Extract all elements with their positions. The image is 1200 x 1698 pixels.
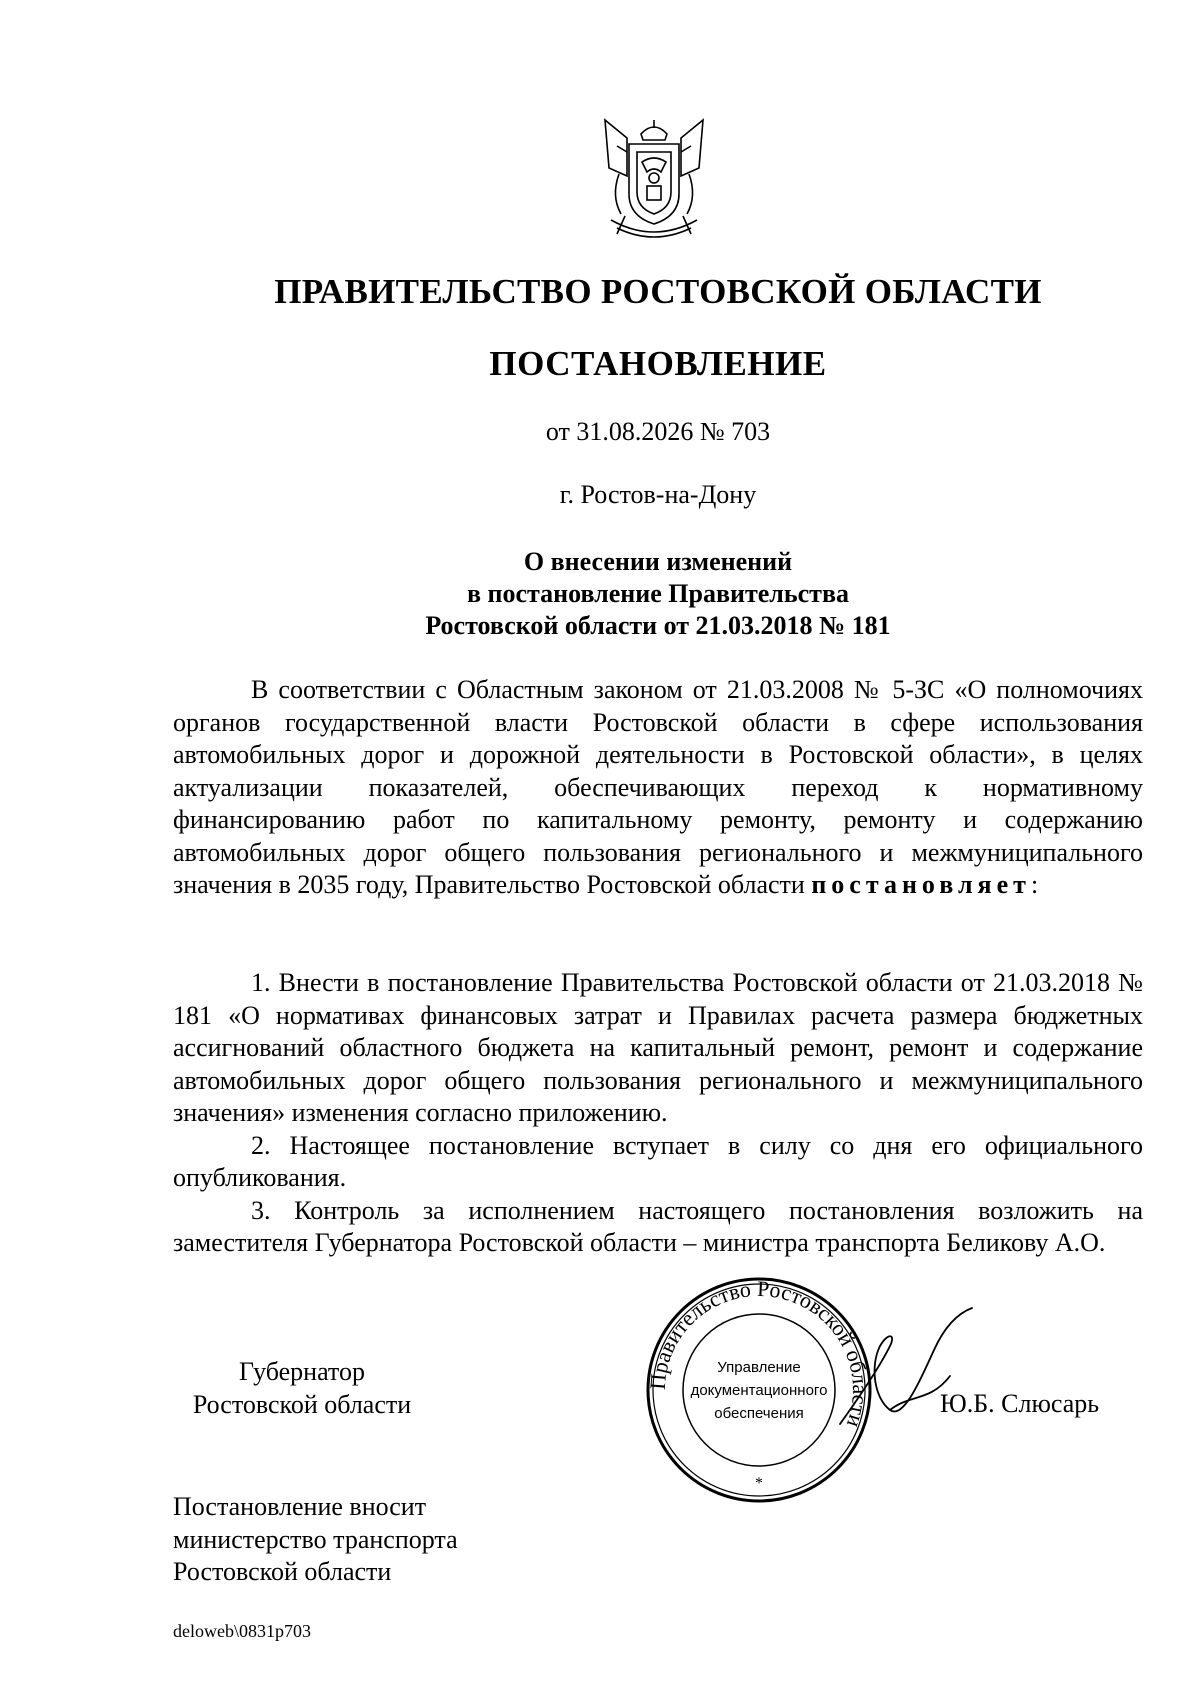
submitter-line: Ростовской области	[173, 1557, 392, 1586]
document-subject	[0, 546, 1200, 642]
document-city: г. Ростов-на-Дону	[559, 480, 757, 509]
seal-inner-line: обеспечения	[714, 1405, 804, 1422]
signer-position	[170, 1356, 434, 1421]
submitter-line: Постановление вносит	[173, 1492, 427, 1521]
seal-outer-text: Правительство Ростовской области	[645, 1276, 873, 1431]
signer-position-line: Губернатор	[239, 1357, 365, 1386]
preamble-colon: :	[1030, 870, 1039, 899]
signer-position-line: Ростовской области	[192, 1389, 412, 1419]
preamble-text: В соответствии с Областным законом от 21.03.2008 № 5-ЗС «О полномочиях органов государственной власти Ростовской области в сфере использования автомобильных дорог и дорожной деятельности в Ростовской области», в целях актуализации показателей, обеспечивающих переход к нормативному финансированию работ по капитальному ремонту, ремонту и содержанию автомобильных дорог общего пользования регионального и межмуниципального значения в 2035 году, Правительство Ростовской области	[173, 675, 1143, 899]
submitter-line: министерство транспорта	[173, 1524, 458, 1554]
decree-word: постановляет	[811, 870, 1031, 899]
subject-line: в постановление Правительства	[466, 579, 849, 608]
decree-items	[173, 967, 1143, 1260]
document-date-number: от 31.08.2026 № 703	[545, 417, 771, 446]
seal-inner-line: Управление	[717, 1359, 801, 1376]
subject-line: Ростовской области от 21.03.2018 № 181	[425, 611, 891, 640]
seal-inner-line: документационного	[690, 1382, 828, 1399]
subject-line: О внесении изменений	[523, 547, 793, 576]
signer-name: Ю.Б. Слюсарь	[940, 1389, 1100, 1418]
decree-item: 3. Контроль за исполнением настоящего постановления возложить на заместителя Губернатора Ростовской области – министра транспорта Беликову А.О.	[173, 1195, 1143, 1257]
decree-item: 1. Внести в постановление Правительства Ростовской области от 21.03.2018 № 181 «О нормативах финансовых затрат и Правилах расчета размера бюджетных ассигнований областного бюджета на капитальный ремонт, ремонт и содержание автомобильных дорог общего пользования регионального и межмуниципального значения» изменения согласно приложению.	[173, 968, 1143, 1127]
coat-of-arms-icon	[597, 116, 711, 242]
submitter-note	[173, 1491, 458, 1589]
file-id: deloweb\0831p703	[173, 1621, 311, 1641]
government-name: ПРАВИТЕЛЬСТВО РОСТОВСКОЙ ОБЛАСТИ	[274, 272, 1042, 311]
decree-item: 2. Настоящее постановление вступает в силу со дня его официального опубликования.	[173, 1130, 1143, 1192]
preamble-paragraph	[173, 674, 1143, 902]
seal-star: *	[755, 1475, 763, 1492]
document-type: ПОСТАНОВЛЕНИЕ	[489, 344, 827, 383]
